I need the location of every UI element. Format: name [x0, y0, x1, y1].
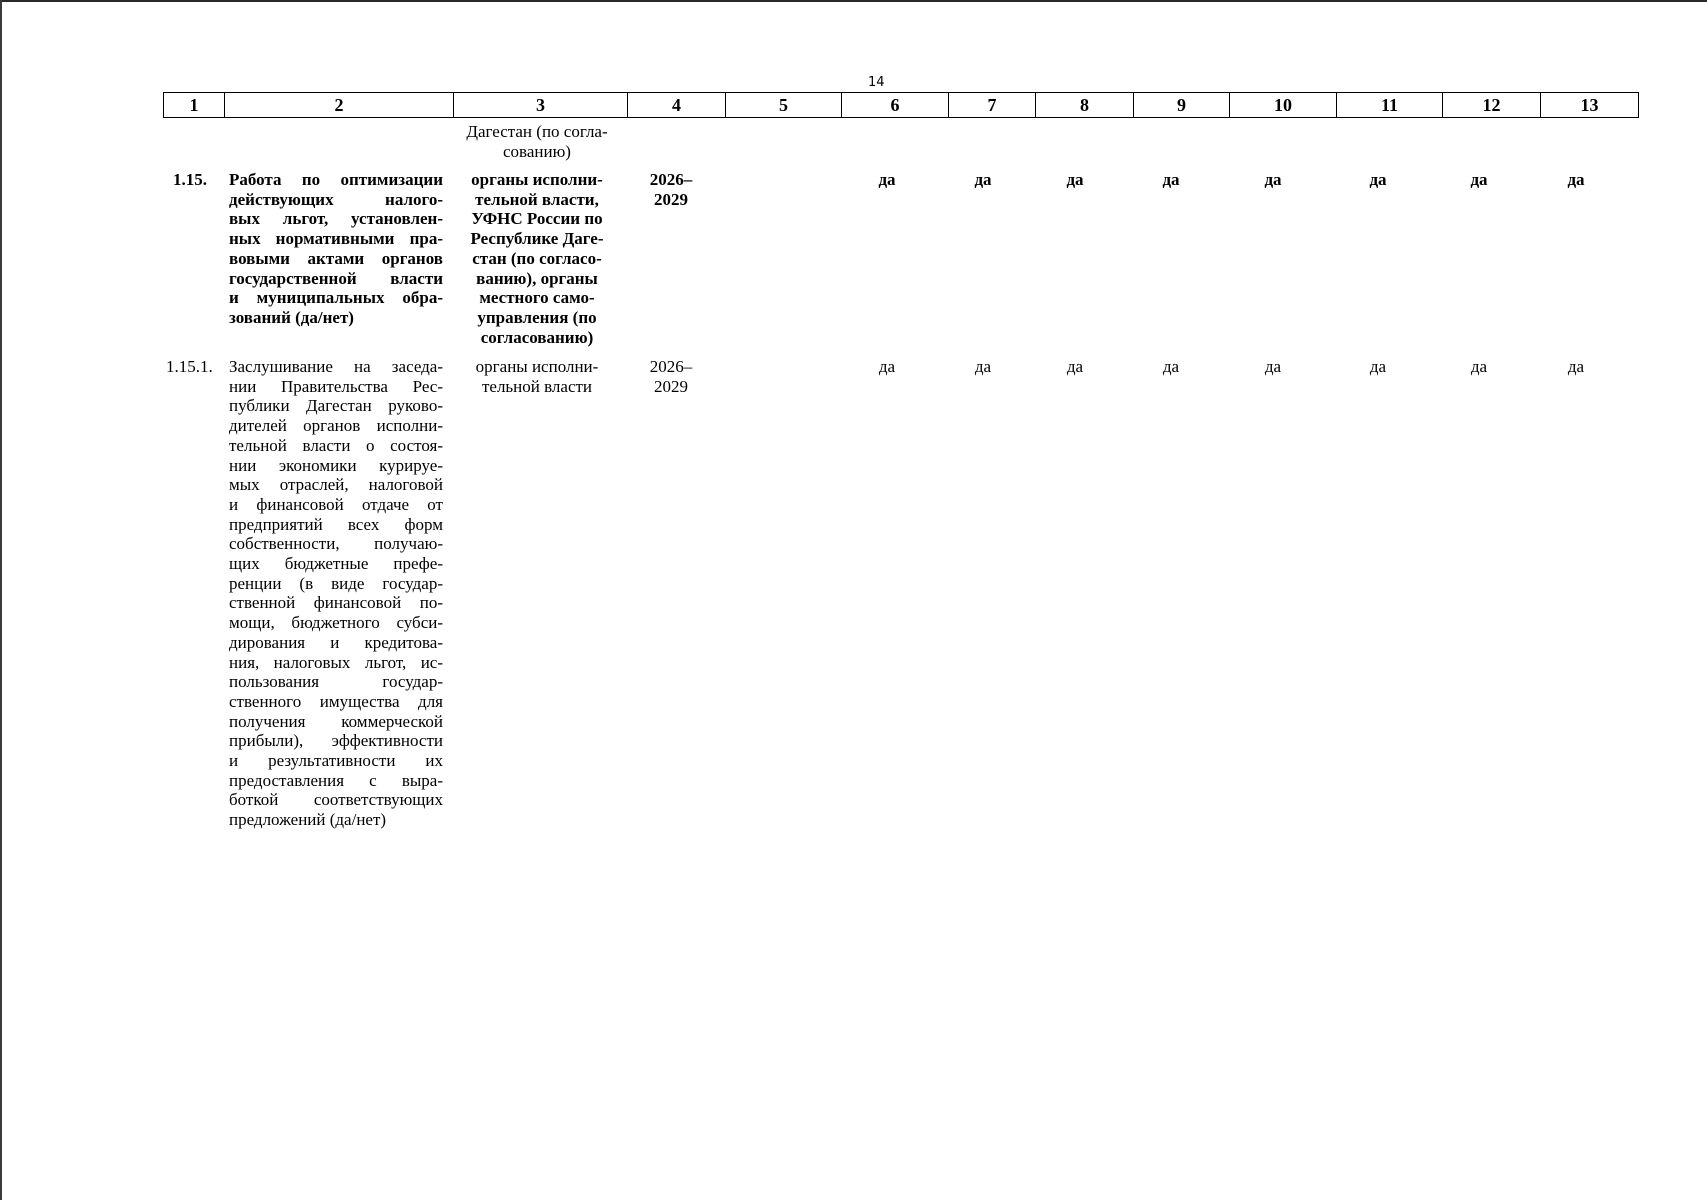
header-col-4: 4 [628, 93, 726, 118]
header-col-6: 6 [842, 93, 949, 118]
row-executors [455, 170, 619, 347]
value-col-12: да [1470, 357, 1488, 376]
header-col-11: 11 [1337, 93, 1443, 118]
description-line: ственного имущества для [229, 691, 443, 711]
description-line: боткой соответствующих [229, 790, 443, 810]
period-line: 2026– [649, 357, 693, 376]
header-col-12: 12 [1443, 93, 1541, 118]
executors-line: органы исполни- [471, 170, 603, 189]
description-line: зований (да/нет) [229, 307, 354, 327]
description-line: ственной финансовой по- [229, 593, 443, 613]
description-line: и результативности их [229, 751, 443, 771]
value-col-10: да [1264, 170, 1282, 189]
value-col-11: да [1369, 170, 1387, 189]
description-line: и муниципальных обра- [229, 288, 443, 308]
description-line: собственности, получаю- [229, 534, 443, 554]
value-col-9: да [1162, 170, 1180, 189]
header-col-2: 2 [225, 93, 454, 118]
description-line: государственной власти [229, 268, 443, 288]
value-col-6: да [878, 170, 896, 189]
header-col-13: 13 [1541, 93, 1639, 118]
description-line: предоставления с выра- [229, 770, 443, 790]
description-line: дителей органов исполни- [229, 416, 443, 436]
row-period [631, 357, 711, 396]
header-col-3: 3 [454, 93, 628, 118]
executors-line: стан (по согласо- [472, 248, 602, 268]
description-line: мощи, бюджетного субси- [229, 613, 443, 633]
description-line: ния, налоговых льгот, ис- [229, 652, 443, 672]
header-col-8: 8 [1036, 93, 1134, 118]
description-line: предложений (да/нет) [229, 810, 387, 830]
column-number-header [163, 92, 1639, 118]
value-col-8: да [1066, 170, 1084, 189]
description-line: щих бюджетные префе- [229, 554, 443, 574]
description-line: получения коммерческой [229, 711, 443, 731]
value-col-7: да [974, 170, 992, 189]
executors-line: местного само- [479, 288, 595, 308]
executors-line: тельной власти, [475, 189, 599, 209]
page-left-edge [0, 0, 2, 1200]
description-line: пользования государ- [229, 672, 443, 692]
executors-line: УФНС России по [471, 209, 603, 229]
description-line: нии Правительства Рес- [229, 376, 443, 396]
row-description [229, 170, 443, 328]
executors-line: согласованию) [480, 327, 594, 347]
executors-line: органы исполни- [475, 357, 599, 376]
description-line: и финансовой отдаче от [229, 494, 443, 514]
description-line: действующих налого- [229, 189, 443, 209]
description-line: нии экономики курируе- [229, 455, 443, 475]
page-top-edge [0, 0, 1707, 2]
row-description [229, 357, 443, 830]
description-line: ренции (в виде государ- [229, 573, 443, 593]
description-line: Работа по оптимизации [229, 170, 443, 189]
row-executors [455, 357, 619, 396]
period-line: 2029 [654, 189, 688, 209]
description-line: Заслушивание на заседа- [229, 357, 443, 376]
description-line: мых отраслей, налоговой [229, 475, 443, 495]
description-line: предприятий всех форм [229, 514, 443, 534]
description-line: ных нормативными пра- [229, 229, 443, 249]
header-col-9: 9 [1134, 93, 1230, 118]
description-line: вовыми актами органов [229, 248, 443, 268]
value-col-13: да [1567, 357, 1585, 376]
description-line: вых льгот, установлен- [229, 209, 443, 229]
value-col-12: да [1470, 170, 1488, 189]
continuation-executors [455, 122, 619, 161]
row-period [631, 170, 711, 209]
period-line: 2026– [649, 170, 693, 189]
header-col-1: 1 [164, 93, 225, 118]
period-line: 2029 [654, 376, 688, 396]
executors-line: Республике Даге- [470, 229, 604, 249]
executors-line: управления (по [477, 307, 597, 327]
value-col-11: да [1369, 357, 1387, 376]
row-number: 1.15.1. [166, 357, 213, 376]
value-col-9: да [1162, 357, 1180, 376]
continuation-line: сованию) [503, 141, 571, 161]
continuation-line: Дагестан (по согла- [466, 122, 608, 141]
header-col-5: 5 [726, 93, 842, 118]
row-number: 1.15. [173, 170, 207, 189]
value-col-8: да [1066, 357, 1084, 376]
executors-line: ванию), органы [476, 268, 598, 288]
value-col-13: да [1567, 170, 1585, 189]
value-col-6: да [878, 357, 896, 376]
page-number: 14 [868, 75, 885, 90]
description-line: публики Дагестан руково- [229, 396, 443, 416]
executors-line: тельной власти [481, 376, 593, 396]
value-col-10: да [1264, 357, 1282, 376]
description-line: тельной власти о состоя- [229, 435, 443, 455]
value-col-7: да [974, 357, 992, 376]
header-col-10: 10 [1230, 93, 1337, 118]
description-line: дирования и кредитова- [229, 632, 443, 652]
header-col-7: 7 [949, 93, 1036, 118]
description-line: прибыли), эффективности [229, 731, 443, 751]
